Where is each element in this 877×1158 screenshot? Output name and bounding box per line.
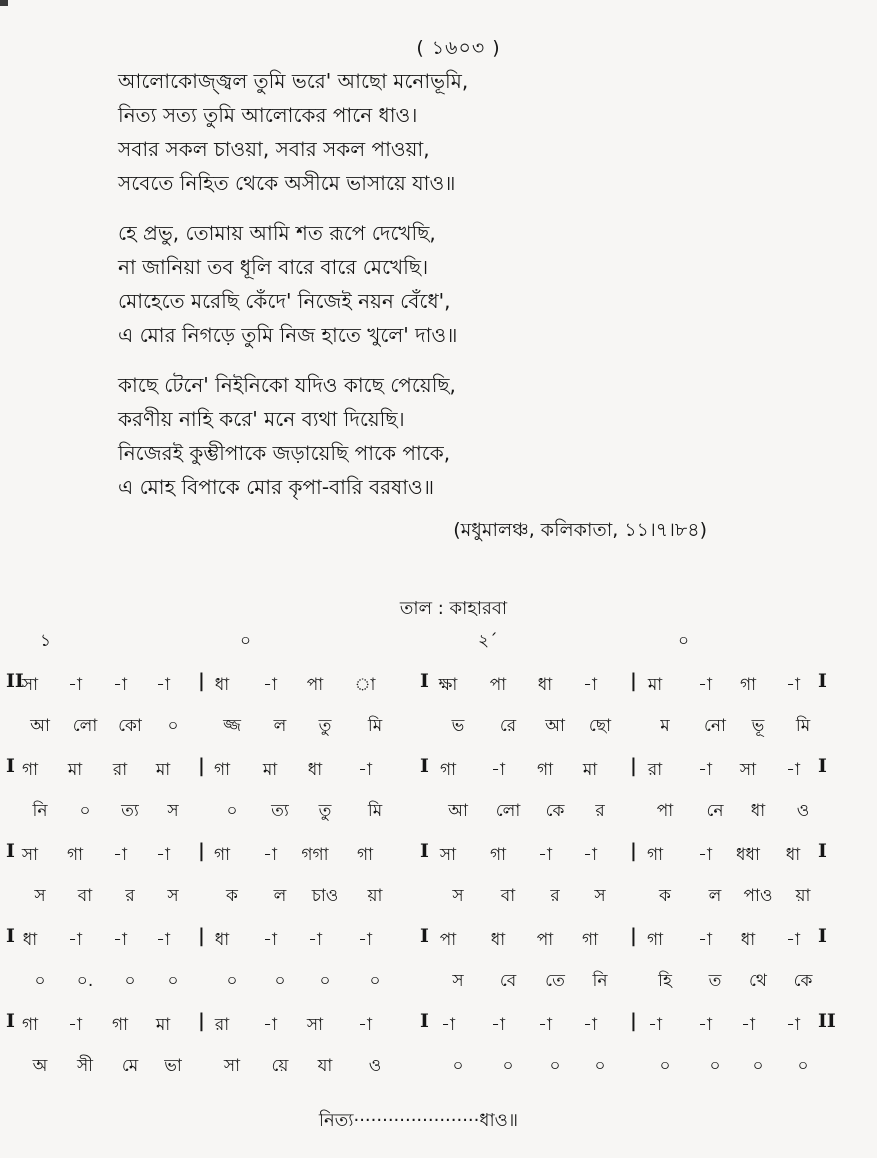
swara-note: গা bbox=[213, 845, 231, 865]
swara-note: -া bbox=[358, 930, 372, 950]
swara-note: ধা bbox=[307, 760, 323, 780]
swara-note: -া bbox=[113, 845, 127, 865]
lyric-syllable: স bbox=[452, 886, 464, 906]
swara-row bbox=[0, 921, 877, 962]
barline: | bbox=[630, 755, 637, 777]
barline: | bbox=[198, 840, 205, 862]
barline: I bbox=[420, 670, 429, 692]
lyric-syllable: মি bbox=[367, 716, 383, 736]
end-barline: I bbox=[818, 670, 827, 692]
start-barline: II bbox=[6, 670, 24, 692]
lyric-syllable: হি bbox=[658, 971, 672, 991]
lyric-syllable: য়া bbox=[367, 886, 383, 906]
lyric-syllable: ০ bbox=[594, 1056, 606, 1076]
swara-note: মা bbox=[262, 760, 278, 780]
swara-note: রা bbox=[214, 1015, 230, 1035]
swara-note: -া bbox=[786, 1015, 800, 1035]
lyric-syllable: ০ bbox=[274, 971, 286, 991]
lyric-syllable: বা bbox=[500, 886, 516, 906]
lyric-syllable: ল bbox=[273, 886, 287, 906]
lyric-syllable: থে bbox=[749, 971, 767, 991]
lyric-syllable: ০ bbox=[167, 716, 179, 736]
swara-note: মা bbox=[647, 675, 663, 695]
lyric-syllable: ০ bbox=[452, 1056, 464, 1076]
swara-note: -া bbox=[263, 930, 277, 950]
lyric-syllable: কো bbox=[118, 716, 142, 736]
poem-line: নিজেরই কুম্ভীপাকে জড়ায়েছি পাকে পাকে, bbox=[118, 441, 451, 465]
swara-row bbox=[0, 836, 877, 877]
barline: I bbox=[420, 1010, 429, 1032]
lyric-syllable: ০ bbox=[319, 971, 331, 991]
lyric-row bbox=[0, 792, 877, 836]
lyric-syllable: তু bbox=[318, 801, 332, 821]
swara-note: -া bbox=[583, 675, 597, 695]
poem-line: সবার সকল চাওয়া, সবার সকল পাওয়া, bbox=[118, 137, 430, 161]
lyric-syllable: তে bbox=[545, 971, 565, 991]
lyric-syllable: ম bbox=[660, 716, 670, 736]
swara-note: -া bbox=[113, 930, 127, 950]
end-barline: I bbox=[818, 840, 827, 862]
lyric-syllable: ছো bbox=[588, 716, 612, 736]
swara-note: পা bbox=[536, 930, 554, 950]
lyric-syllable: র bbox=[125, 886, 135, 906]
swara-note: ধা bbox=[537, 675, 553, 695]
swara-note: সা bbox=[21, 845, 39, 865]
lyric-syllable: ল bbox=[708, 886, 722, 906]
swara-note: -া bbox=[491, 760, 505, 780]
lyric-syllable: ০ bbox=[709, 1056, 721, 1076]
lyric-syllable: য়ে bbox=[271, 1056, 289, 1076]
lyric-syllable: ০ bbox=[752, 1056, 764, 1076]
swara-note: মা bbox=[582, 760, 598, 780]
lyric-syllable: স bbox=[167, 801, 179, 821]
swara-note: সা bbox=[439, 845, 457, 865]
lyric-syllable: অ bbox=[32, 1056, 48, 1076]
swara-note: -া bbox=[786, 760, 800, 780]
lyric-syllable: ০ bbox=[34, 971, 46, 991]
swara-note: -া bbox=[156, 845, 170, 865]
corner-scan-mark bbox=[0, 0, 8, 6]
poem-line: করণীয় নাহি করে' মনে ব্যথা দিয়েছি। bbox=[118, 407, 405, 431]
lyric-syllable: স bbox=[34, 886, 46, 906]
barline: | bbox=[198, 1010, 205, 1032]
lyric-syllable: ও bbox=[368, 1056, 382, 1076]
lyric-syllable: নে bbox=[706, 801, 724, 821]
swara-note: গা bbox=[213, 760, 231, 780]
barline: | bbox=[198, 755, 205, 777]
lyric-syllable: আ bbox=[448, 801, 468, 821]
lyric-syllable: ০ bbox=[502, 1056, 514, 1076]
lyric-syllable: কে bbox=[545, 801, 565, 821]
lyric-row bbox=[0, 707, 877, 751]
swara-note: গা bbox=[489, 845, 507, 865]
barline: | bbox=[198, 925, 205, 947]
swara-note: গা bbox=[356, 845, 374, 865]
swara-note: -া bbox=[786, 930, 800, 950]
lyric-syllable: ও bbox=[796, 801, 810, 821]
lyric-syllable: ত্য bbox=[121, 801, 139, 821]
swara-note: গা bbox=[646, 930, 664, 950]
swara-note: সা bbox=[21, 675, 39, 695]
barline: I bbox=[420, 755, 429, 777]
lyric-syllable: স bbox=[594, 886, 606, 906]
lyric-syllable: ক bbox=[659, 886, 671, 906]
swara-note: -া bbox=[698, 1015, 712, 1035]
barline: | bbox=[630, 840, 637, 862]
swara-note: -া bbox=[698, 760, 712, 780]
lyric-syllable: র bbox=[595, 801, 605, 821]
end-barline: I bbox=[818, 925, 827, 947]
lyric-syllable: পা bbox=[656, 801, 674, 821]
swara-row bbox=[0, 1006, 877, 1047]
end-barline: I bbox=[818, 755, 827, 777]
lyric-syllable: ০. bbox=[76, 971, 94, 991]
lyric-row bbox=[0, 1047, 877, 1091]
poem-line: কাছে টেনে' নিইনিকো যদিও কাছে পেয়েছি, bbox=[118, 373, 456, 397]
start-barline: I bbox=[6, 755, 15, 777]
swara-note: -া bbox=[741, 1015, 755, 1035]
lyric-syllable: ধা bbox=[750, 801, 766, 821]
swara-note: -া bbox=[68, 675, 82, 695]
swara-note: ধা bbox=[785, 845, 801, 865]
swara-note: -া bbox=[68, 930, 82, 950]
swara-note: -া bbox=[538, 845, 552, 865]
lyric-syllable: আ bbox=[30, 716, 50, 736]
tala-title: তাল : কাহারবা bbox=[399, 598, 508, 619]
swara-note: গা bbox=[111, 1015, 129, 1035]
footer-line: নিত্য······················ধাও॥ bbox=[318, 1110, 519, 1131]
swara-note: গা bbox=[646, 845, 664, 865]
lyric-syllable: রে bbox=[499, 716, 517, 736]
lyric-syllable: বে bbox=[499, 971, 517, 991]
swara-note: মা bbox=[155, 1015, 171, 1035]
swara-note: -া bbox=[308, 930, 322, 950]
swara-note: পা bbox=[306, 675, 324, 695]
lyric-syllable: ক bbox=[226, 886, 238, 906]
swara-note: -া bbox=[156, 675, 170, 695]
swara-row bbox=[0, 666, 877, 707]
start-barline: I bbox=[6, 840, 15, 862]
swara-note: ধা bbox=[740, 930, 756, 950]
swara-note: গা bbox=[21, 760, 39, 780]
poem-text bbox=[118, 64, 758, 520]
lyric-syllable: ০ bbox=[167, 971, 179, 991]
swara-note: গা bbox=[439, 760, 457, 780]
poem-stanza bbox=[118, 64, 758, 200]
lyric-syllable: সী bbox=[76, 1056, 94, 1076]
swara-note: -া bbox=[786, 675, 800, 695]
swara-note: মা bbox=[155, 760, 171, 780]
swara-note: -া bbox=[68, 1015, 82, 1035]
tala-markers bbox=[0, 628, 877, 656]
swara-note: পা bbox=[439, 930, 457, 950]
page-number: ( ১৬০৩ ) bbox=[416, 37, 501, 59]
lyric-syllable: ভূ bbox=[751, 716, 765, 736]
poem-stanza bbox=[118, 216, 758, 352]
poem-stanza bbox=[118, 368, 758, 504]
tala-marker: ১ bbox=[40, 631, 52, 651]
swara-note: ধা bbox=[214, 930, 230, 950]
swara-note: ক্ষা bbox=[438, 675, 458, 695]
lyric-syllable: ভা bbox=[164, 1056, 182, 1076]
lyric-syllable: য়া bbox=[795, 886, 811, 906]
lyric-syllable: ০ bbox=[226, 801, 238, 821]
poem-line: এ মোর নিগড়ে তুমি নিজ হাতে খুলে' দাও॥ bbox=[118, 323, 458, 347]
swara-note: -া bbox=[113, 675, 127, 695]
barline: | bbox=[630, 925, 637, 947]
lyric-syllable: ০ bbox=[79, 801, 91, 821]
poem-line: সবেতে নিহিত থেকে অসীমে ভাসায়ে যাও॥ bbox=[118, 171, 456, 195]
poem-line: মোহেতে মরেছি কেঁদে' নিজেই নয়ন বেঁধে', bbox=[118, 289, 451, 313]
poem-line: নিত্য সত্য তুমি আলোকের পানে ধাও। bbox=[118, 103, 418, 127]
swara-note: -া bbox=[491, 1015, 505, 1035]
lyric-syllable: লো bbox=[72, 716, 98, 736]
lyric-syllable: ল bbox=[273, 716, 287, 736]
lyric-syllable: মি bbox=[795, 716, 811, 736]
swara-note: -া bbox=[358, 760, 372, 780]
lyric-syllable: তু bbox=[318, 716, 332, 736]
lyric-syllable: ০ bbox=[549, 1056, 561, 1076]
swara-note: ধা bbox=[214, 675, 230, 695]
poem-line: হে প্রভু, তোমায় আমি শত রূপে দেখেছি, bbox=[118, 221, 436, 245]
lyric-syllable: লো bbox=[495, 801, 521, 821]
lyric-syllable: ০ bbox=[797, 1056, 809, 1076]
swara-note: -া bbox=[648, 1015, 662, 1035]
barline: | bbox=[630, 670, 637, 692]
tala-marker: ০ bbox=[240, 631, 252, 651]
swara-note: রা bbox=[647, 760, 663, 780]
swara-note: ধধা bbox=[736, 845, 760, 865]
barline: I bbox=[420, 925, 429, 947]
swara-note: রা bbox=[112, 760, 128, 780]
lyric-syllable: নো bbox=[704, 716, 726, 736]
lyric-syllable: সা bbox=[223, 1056, 241, 1076]
lyric-syllable: ০ bbox=[369, 971, 381, 991]
lyric-syllable: আ bbox=[545, 716, 565, 736]
tala-marker: ২´ bbox=[478, 631, 498, 651]
lyric-syllable: ত্য bbox=[271, 801, 289, 821]
lyric-syllable: ত bbox=[708, 971, 722, 991]
swara-note: ধা bbox=[490, 930, 506, 950]
swara-note: গা bbox=[21, 1015, 39, 1035]
swara-note: গা bbox=[66, 845, 84, 865]
lyric-syllable: র bbox=[550, 886, 560, 906]
swara-note: -া bbox=[263, 1015, 277, 1035]
swara-note: সা bbox=[739, 760, 757, 780]
swara-note: মা bbox=[67, 760, 83, 780]
swara-note: -া bbox=[358, 1015, 372, 1035]
poem-line: না জানিয়া তব ধূলি বারে বারে মেখেছি। bbox=[118, 255, 429, 279]
lyric-syllable: নি bbox=[32, 801, 48, 821]
lyric-syllable: ০ bbox=[659, 1056, 671, 1076]
swara-note: -া bbox=[263, 845, 277, 865]
start-barline: I bbox=[6, 1010, 15, 1032]
swara-note: -া bbox=[583, 1015, 597, 1035]
swara-note: -া bbox=[538, 1015, 552, 1035]
swara-note: পা bbox=[489, 675, 507, 695]
swara-note: -া bbox=[156, 930, 170, 950]
lyric-syllable: ০ bbox=[226, 971, 238, 991]
swara-note: গা bbox=[536, 760, 554, 780]
swara-note: -া bbox=[698, 930, 712, 950]
barline: | bbox=[630, 1010, 637, 1032]
swara-note: গা bbox=[581, 930, 599, 950]
lyric-syllable: যা bbox=[317, 1056, 333, 1076]
lyric-syllable: বা bbox=[77, 886, 93, 906]
lyric-row bbox=[0, 962, 877, 1006]
lyric-syllable: স bbox=[452, 971, 464, 991]
lyric-syllable: মি bbox=[367, 801, 383, 821]
swara-row bbox=[0, 751, 877, 792]
swara-note: -া bbox=[583, 845, 597, 865]
poem-line: এ মোহ বিপাকে মোর কৃপা-বারি বরষাও॥ bbox=[118, 475, 435, 499]
swara-note: গগা bbox=[301, 845, 329, 865]
lyric-syllable: মে bbox=[121, 1056, 139, 1076]
end-barline: II bbox=[818, 1010, 836, 1032]
start-barline: I bbox=[6, 925, 15, 947]
barline: I bbox=[420, 840, 429, 862]
lyric-syllable: স bbox=[167, 886, 179, 906]
lyric-syllable: ভ bbox=[451, 716, 465, 736]
swara-note: সা bbox=[306, 1015, 324, 1035]
lyric-syllable: কে bbox=[793, 971, 813, 991]
swara-note: -া bbox=[441, 1015, 455, 1035]
lyric-row bbox=[0, 877, 877, 921]
swara-note: -া bbox=[263, 675, 277, 695]
notation-table bbox=[0, 666, 877, 1091]
swara-note: ধা bbox=[22, 930, 38, 950]
lyric-syllable: পাও bbox=[743, 886, 773, 906]
tala-marker: ০ bbox=[678, 631, 690, 651]
lyric-syllable: ০ bbox=[124, 971, 136, 991]
swara-note: -া bbox=[698, 845, 712, 865]
swara-note: -া bbox=[698, 675, 712, 695]
lyric-syllable: জ্জ bbox=[223, 716, 241, 736]
swara-note: গা bbox=[739, 675, 757, 695]
lyric-syllable: চাও bbox=[311, 886, 339, 906]
barline: | bbox=[198, 670, 205, 692]
lyric-syllable: নি bbox=[592, 971, 608, 991]
poem-line: আলোকোজ্জ্বল তুমি ভরে' আছো মনোভূমি, bbox=[118, 69, 469, 93]
attribution: (মধুমালঞ্চ, কলিকাতা, ১১।৭।৮৪) bbox=[453, 519, 707, 541]
swara-note: া bbox=[354, 675, 376, 695]
